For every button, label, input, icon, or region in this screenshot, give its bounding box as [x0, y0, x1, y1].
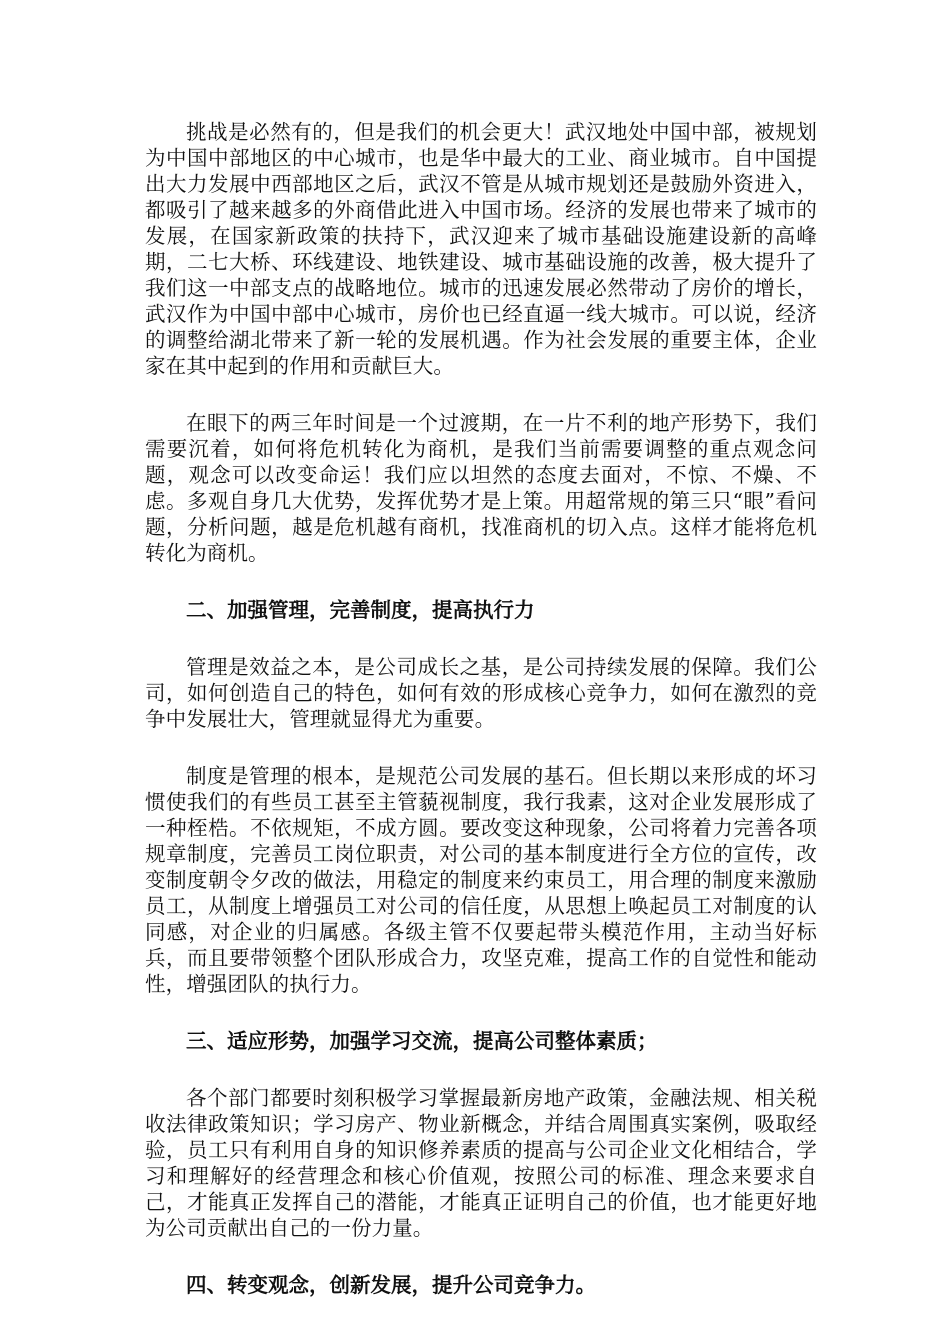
- paragraph-opportunity: 挑战是必然有的，但是我们的机会更大！武汉地处中国中部，被规划为中国中部地区的中心城市，也是华中最大的工业、商业城市。自中国提出大力发展中西部地区之后，武汉不管是从城市规划还是鼓励外资进入，都吸引了越来越多的外商借此进入中国市场。经济的发展也带来了城市的发展，在国家新政策的扶持下，武汉迎来了城市基础设施建设新的高峰期，二七大桥、环线建设、地铁建设、城市基础设施的改善，极大提升了我们这一中部支点的战略地位。城市的迅速发展必然带动了房价的增长，武汉作为中国中部中心城市，房价也已经直逼一线大城市。可以说，经济的调整给湖北带来了新一轮的发展机遇。作为社会发展的重要主体，企业家在其中起到的作用和贡献巨大。: [145, 120, 817, 378]
- paragraph-system: 制度是管理的根本，是规范公司发展的基石。但长期以来形成的坏习惯使我们的有些员工甚至主管藐视制度，我行我素，这对企业发展形成了一种桎梏。不依规矩，不成方圆。要改变这种现象，公司将着力完善各项规章制度，完善员工岗位职责，对公司的基本制度进行全方位的宣传，改变制度朝令夕改的做法，用稳定的制度来约束员工，用合理的制度来激励员工，从制度上增强员工对公司的信任度，从思想上唤起员工对制度的认同感，对企业的归属感。各级主管不仅要起带头模范作用，主动当好标兵，而且要带领整个团队形成合力，攻坚克难，提高工作的自觉性和能动性，增强团队的执行力。: [145, 764, 817, 996]
- paragraph-learning: 各个部门都要时刻积极学习掌握最新房地产政策，金融法规、相关税收法律政策知识；学习房产、物业新概念，并结合周围真实案例，吸取经验，员工只有利用自身的知识修养素质的提高与公司企业文化相结合，学习和理解好的经营理念和核心价值观，按照公司的标准、理念来要求自己，才能真正发挥自己的潜能，才能真正证明自己的价值，也才能更好地为公司贡献出自己的一份力量。: [145, 1086, 817, 1240]
- document-page: [145, 119, 817, 1329]
- section-heading-innovation: 四、转变观念，创新发展，提升公司竞争力。: [186, 1273, 596, 1297]
- section-heading-learning: 三、适应形势，加强学习交流，提高公司整体素质；: [186, 1029, 658, 1053]
- paragraph-transition: 在眼下的两三年时间是一个过渡期，在一片不利的地产形势下，我们需要沉着，如何将危机转化为商机，是我们当前需要调整的重点观念问题，观念可以改变命运！我们应以坦然的态度去面对，不惊、不燥、不虑。多观自身几大优势，发挥优势才是上策。用超常规的第三只“眼”看问题，分析问题，越是危机越有商机，找准商机的切入点。这样才能将危机转化为商机。: [145, 411, 817, 565]
- section-heading-management: 二、加强管理，完善制度，提高执行力: [186, 598, 535, 622]
- paragraph-management: 管理是效益之本，是公司成长之基，是公司持续发展的保障。我们公司，如何创造自己的特色，如何有效的形成核心竞争力，如何在激烈的竞争中发展壮大，管理就显得尤为重要。: [145, 655, 817, 731]
